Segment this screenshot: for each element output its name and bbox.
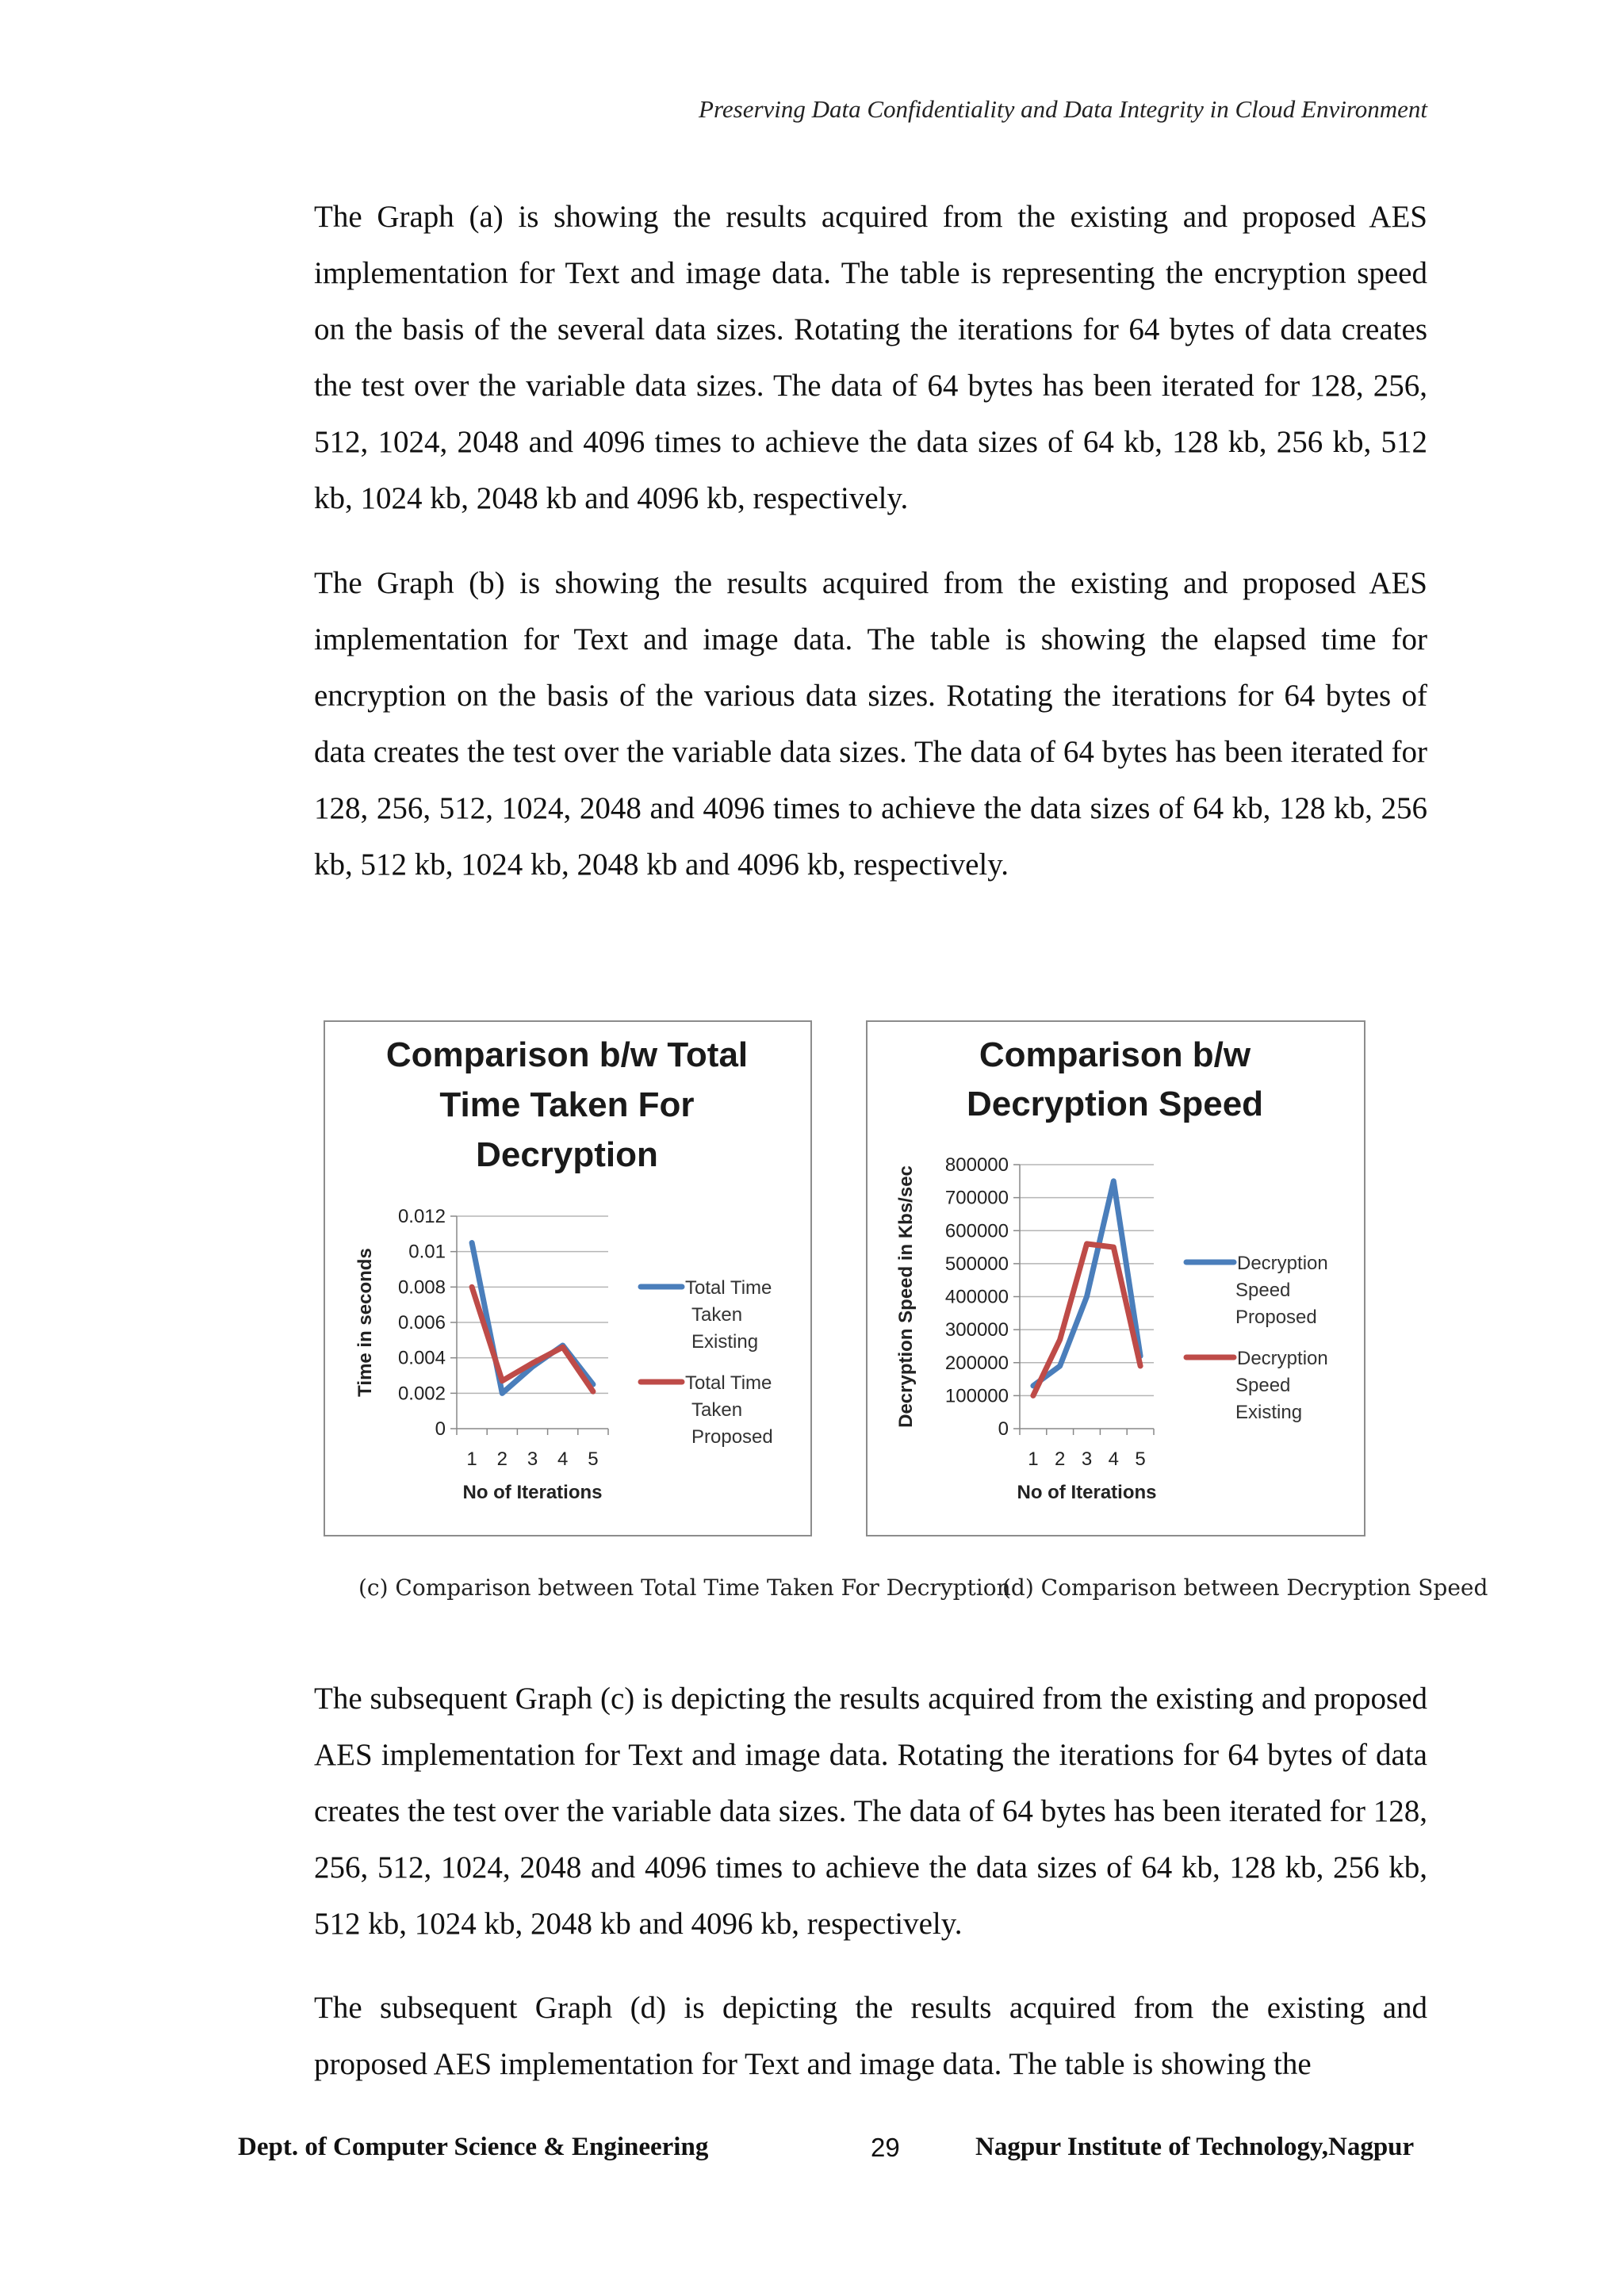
- paragraph-graph-b: The Graph (b) is showing the results acquired from the existing and proposed AES implementation for Text and image data. The table is showing the elapsed time for encryption on the basis of the various data sizes. Rotating the iterations for 64 bytes of data creates the test over the variable data sizes. The data of 64 bytes has been iterated for 128, 256, 512, 1024, 2048 and 4096 times to achieve the data sizes of 64 kb, 128 kb, 256 kb, 512 kb, 1024 kb, 2048 kb and 4096 kb, respectively.: [314, 566, 1427, 882]
- caption-chart-d: (d) Comparison between Decryption Speed: [1002, 1575, 1488, 1601]
- chart-d-ytick-label: 0: [998, 1418, 1009, 1440]
- chart-d-xtick-label: 5: [1135, 1448, 1146, 1470]
- chart-c-legend-label: Taken: [691, 1399, 743, 1421]
- chart-d-ytick-label: 800000: [944, 1154, 1009, 1176]
- chart-d-xtick-label: 3: [1081, 1448, 1093, 1470]
- footer-department: Dept. of Computer Science & Engineering: [238, 2133, 709, 2161]
- chart-d-ytick-label: 100000: [944, 1385, 1009, 1407]
- chart-c-ytick-label: 0.01: [408, 1241, 446, 1263]
- paragraph-graph-a: The Graph (a) is showing the results acquired from the existing and proposed AES implementation for Text and image data. The table is representing the encryption speed on the basis of the several data sizes. Rotating the iterations for 64 bytes of data creates the test over the variable data sizes. The data of 64 bytes has been iterated for 128, 256, 512, 1024, 2048 and 4096 times to achieve the data sizes of 64 kb, 128 kb, 256 kb, 512 kb, 1024 kb, 2048 kb and 4096 kb, respectively.: [314, 200, 1427, 515]
- chart-c-title-line: Time Taken For: [439, 1085, 695, 1124]
- paragraph-graph-d: The subsequent Graph (d) is depicting the results acquired from the existing and proposed AES implementation for Text and image data. The table is showing the: [314, 1991, 1427, 2081]
- chart-d-xtick-label: 2: [1055, 1448, 1066, 1470]
- chart-d-ytick-label: 200000: [944, 1352, 1009, 1374]
- chart-d-legend-label: Decryption: [1237, 1348, 1328, 1369]
- chart-d-legend-label: Existing: [1235, 1402, 1303, 1423]
- chart-d-xtick-label: 4: [1108, 1448, 1119, 1470]
- chart-c-title-line: Decryption: [476, 1135, 658, 1174]
- chart-d-legend-label: Decryption: [1237, 1253, 1328, 1274]
- chart-d-ytick-label: 700000: [944, 1187, 1009, 1209]
- chart-c-title-line: Comparison b/w Total: [385, 1035, 749, 1074]
- chart-c-xtick-label: 5: [588, 1448, 599, 1470]
- chart-d-legend-label: Proposed: [1235, 1307, 1317, 1328]
- chart-c-ytick-label: 0.004: [397, 1347, 446, 1369]
- chart-c-ytick-label: 0.002: [397, 1383, 446, 1405]
- chart-c-xtick-label: 3: [527, 1448, 538, 1470]
- caption-chart-c: (c) Comparison between Total Time Taken For Decryption: [358, 1575, 1011, 1601]
- chart-c-legend-label: Existing: [691, 1331, 759, 1353]
- chart-decryption-speed: [866, 1020, 1365, 1536]
- chart-c-ylabel: Time in seconds: [354, 1248, 376, 1397]
- chart-d-legend-label: Speed: [1235, 1375, 1291, 1396]
- chart-d-xlabel: No of Iterations: [1017, 1482, 1157, 1503]
- chart-c-ytick-label: 0.012: [397, 1206, 446, 1227]
- chart-c-xtick-label: 1: [466, 1448, 477, 1470]
- chart-c-ytick-label: 0.006: [397, 1312, 446, 1334]
- chart-c-legend-label: Total Time: [685, 1372, 772, 1394]
- chart-time-taken-decryption: [324, 1020, 812, 1536]
- chart-d-ytick-label: 500000: [944, 1253, 1009, 1275]
- paragraph-graph-c: The subsequent Graph (c) is depicting the results acquired from the existing and proposed AES implementation for Text and image data. Rotating the iterations for 64 bytes of data creates the test over the variable data sizes. The data of 64 bytes has been iterated for 128, 256, 512, 1024, 2048 and 4096 times to achieve the data sizes of 64 kb, 128 kb, 256 kb, 512 kb, 1024 kb, 2048 kb and 4096 kb, respectively.: [314, 1682, 1427, 1941]
- chart-d-title-line: Comparison b/w: [979, 1035, 1251, 1074]
- chart-d-ytick-label: 600000: [944, 1220, 1009, 1242]
- chart-d-title-line: Decryption Speed: [966, 1085, 1264, 1123]
- chart-c-legend-label: Proposed: [691, 1426, 773, 1448]
- chart-c-ytick-label: 0.008: [397, 1276, 446, 1299]
- footer-institute: Nagpur Institute of Technology,Nagpur: [975, 2133, 1415, 2161]
- chart-d-ytick-label: 300000: [944, 1319, 1009, 1341]
- chart-c-xlabel: No of Iterations: [462, 1482, 603, 1503]
- chart-c-ytick-label: 0: [435, 1418, 446, 1440]
- footer-page-number: 29: [871, 2133, 900, 2162]
- chart-d-xtick-label: 1: [1028, 1448, 1039, 1470]
- chart-d-legend-label: Speed: [1235, 1280, 1291, 1301]
- chart-c-legend-label: Taken: [691, 1304, 743, 1326]
- chart-c-legend-label: Total Time: [685, 1277, 772, 1299]
- chart-c-xtick-label: 2: [496, 1448, 508, 1470]
- chart-c-series-line-1: [472, 1287, 593, 1391]
- chart-c-series-line-0: [472, 1243, 593, 1394]
- chart-d-ylabel: Decryption Speed in Kbs/sec: [895, 1165, 917, 1428]
- chart-d-svg: [868, 1022, 1364, 1535]
- chart-c-xtick-label: 4: [557, 1448, 569, 1470]
- running-header: Preserving Data Confidentiality and Data Integrity in Cloud Environment: [699, 95, 1427, 123]
- chart-c-svg: [325, 1022, 810, 1535]
- chart-d-ytick-label: 400000: [944, 1286, 1009, 1308]
